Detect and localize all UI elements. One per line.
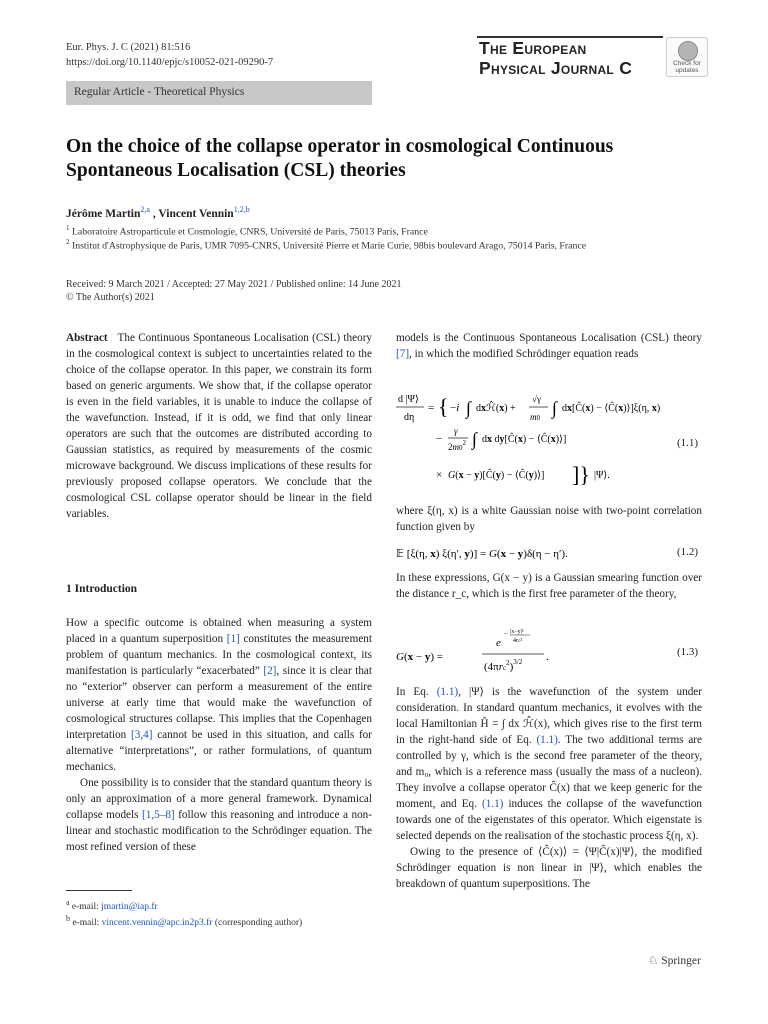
- svg-text:e: e: [496, 637, 501, 649]
- paper-title: On the choice of the collapse operator in cosmological Continuous Spontaneous Localisation (CSL) theories: [66, 136, 614, 181]
- svg-text:dη: dη: [404, 412, 415, 423]
- citation-link[interactable]: [1,5–8]: [142, 809, 175, 821]
- abstract-text: The Continuous Spontaneous Localisation (CSL) theory in the cosmological context is subject to uncertainties related to the choice of the collapse operator. In this paper, we constrain its form based on generic arguments. We show that, if the collapse operator is even in the field variables, it is unable to induce the collapse of the wavefunction. Instead, if it is odd, we find that only linear operators are such that the outcomes are distributed according to Gaussian statistics, as required by measurements of the cosmic microwave background. We discuss implications of these results for previously proposed collapse operators. We conclude that the cosmological CSL collapse operator should be linear in the field variables.: [66, 332, 373, 520]
- affiliation-text: Laboratoire Astroparticule et Cosmologie, CNRS, Université de Paris, 75013 Paris, France: [71, 226, 428, 238]
- svg-text:−: −: [504, 630, 508, 638]
- email-link[interactable]: jmartin@iap.fr: [101, 902, 158, 913]
- svg-text:dx dy[Ĉ(x) − ⟨Ĉ(x)⟩]: dx dy[Ĉ(x) − ⟨Ĉ(x)⟩]: [482, 434, 567, 445]
- svg-text:√γ: √γ: [532, 394, 541, 404]
- category-label: Regular Article - Theoretical Physics: [74, 86, 245, 98]
- svg-text:dx[Ĉ(x) − ⟨Ĉ(x)⟩]ξ(η, x): dx[Ĉ(x) − ⟨Ĉ(x)⟩]ξ(η, x): [562, 403, 661, 414]
- citation-block: [66, 40, 273, 70]
- svg-text:=: =: [428, 402, 435, 414]
- author-name: Vincent Vennin: [158, 207, 234, 220]
- citation-link[interactable]: [1]: [226, 633, 240, 645]
- equation-1-2: [396, 544, 656, 565]
- equation-number: (1.3): [677, 646, 699, 658]
- citation-link[interactable]: [3,4]: [131, 729, 153, 741]
- abstract-label: Abstract: [66, 332, 108, 344]
- footnote-rule: [66, 890, 132, 891]
- article-category: [66, 81, 372, 105]
- paragraph: models is the Continuous Spontaneous Localisation (CSL) theory [7], in which the modified Schrödinger equation reads: [396, 332, 702, 360]
- paragraph: where ξ(η, x) is a white Gaussian noise with two-point correlation function given by: [396, 505, 702, 533]
- footnote: $^b$ e-mail: vincent.vennin@apc.in2p3.fr (corresponding author): [66, 914, 303, 929]
- badge-text: [667, 60, 707, 74]
- svg-text:∫: ∫: [472, 429, 477, 449]
- badge-line1: Check for: [673, 60, 701, 67]
- badge-line2: updates: [675, 67, 699, 74]
- dates-line: Received: 9 March 2021 / Accepted: 27 May 2021 / Published online: 14 June 2021: [66, 279, 402, 290]
- equation-1-1: [396, 388, 676, 494]
- author-separator: ,: [149, 207, 159, 220]
- intro-text: [66, 615, 372, 855]
- journal-name-line2: Physical Journal C: [479, 58, 633, 78]
- equation-1-2-svg: [396, 544, 656, 562]
- author-list: [66, 205, 250, 220]
- author-sup[interactable]: 2,a: [140, 205, 150, 214]
- svg-text:|Ψ⟩.: |Ψ⟩.: [594, 470, 610, 481]
- svg-text:−i: −i: [450, 402, 460, 414]
- affiliation-number: 2: [66, 238, 70, 246]
- publisher-name: Springer: [661, 955, 701, 967]
- equation-1-3-svg: [396, 624, 596, 676]
- citation-link[interactable]: [7]: [396, 348, 410, 360]
- right-body-text: [396, 684, 702, 892]
- paragraph: In Eq. (1.1), |Ψ⟩ is the wavefunction of the system under consideration. In standard quantum mechanics, it evolves with the local Hamiltonian Ĥ = ∫ dx ℋ̂(x), which gives rise to the first term in the right-hand side of Eq. (1.1). The two additional terms are controlled by γ, which is the second free parameter of the theory, and m₀, which is a reference mass (usually the mass of a nucleon). They involve a collapse operator Ĉ(x) that we keep generic for the moment, and Eq. (1.1) induces the collapse of the wavefunction towards one of the eigenstates of this operator. Which eigenstate is selected depends on the realisation of the stochastic process ξ(η, x).: [396, 686, 703, 842]
- svg-text:(4πrc2)3/2: $(4\pi rc^2)^{3/2}$: [484, 658, 523, 673]
- bookmark-icon: [678, 41, 698, 61]
- paragraph: One possibility is to consider that the standard quantum theory is only an approximation of a more general framework. Dynamical collapse models [1,5–8] follow this reasoning and introduce a non-linear and stochastic modification to the Schrödinger equation. The most refined version of these: [66, 777, 372, 853]
- svg-text:G(x − y) =: G(x − y) =: [396, 651, 443, 663]
- svg-text:×: ×: [436, 469, 443, 481]
- copyright-line: © The Author(s) 2021: [66, 292, 155, 303]
- svg-text:dxℋ̂(x) +: dxℋ̂(x) +: [476, 403, 516, 414]
- springer-horse-icon: ♘: [648, 955, 659, 967]
- citation-link[interactable]: [2]: [263, 665, 277, 677]
- abstract: [66, 330, 372, 522]
- publication-dates: [66, 278, 402, 304]
- journal-name-line1: The European: [479, 38, 587, 58]
- svg-text:.: .: [546, 651, 549, 663]
- paragraph: How a specific outcome is obtained when measuring a system placed in a quantum superposition [1] constitutes the measurement problem of quantum mechanics. In the cosmological context, its manifestation is particularly “exacerbated” [2], since it is clear that no “exterior” observer can perform a measurement of the entire universe at early time that would make the wavefunction of cosmological structures collapse. This implies that the Copenhagen interpretation [3,4] cannot be used in this situation, and calls for alternative “interpretations”, or rather formulations, of quantum mechanics.: [66, 617, 372, 773]
- svg-text:∫: ∫: [466, 398, 471, 418]
- publisher-logo: [648, 953, 701, 967]
- author-sup[interactable]: 1,2,b: [233, 205, 250, 214]
- email-link[interactable]: vincent.vennin@apc.in2p3.fr: [101, 918, 213, 929]
- svg-text:∫: ∫: [552, 398, 557, 418]
- affiliation-number: 1: [66, 224, 70, 232]
- equation-link[interactable]: (1.1): [481, 798, 504, 810]
- journal-logo: [479, 38, 632, 78]
- svg-text:m0: m0: [530, 412, 540, 422]
- equation-1-3: [396, 624, 596, 679]
- paragraph: Owing to the presence of ⟨Ĉ(x)⟩ = ⟨Ψ|Ĉ(x)|Ψ⟩, the modified Schrödinger equation is non linear in |Ψ⟩, which enables the breakdown of quantum superpositions. The: [396, 846, 702, 890]
- paragraph: In these expressions, G(x − y) is a Gaussian smearing function over the distance r_c, which is the first free parameter of the theory,: [396, 572, 702, 600]
- equation-number: (1.2): [677, 546, 699, 558]
- check-for-updates-badge[interactable]: [666, 37, 708, 77]
- svg-text:−: −: [436, 433, 443, 445]
- doi-link[interactable]: https://doi.org/10.1140/epjc/s10052-021-09290-7: [66, 57, 274, 68]
- equation-link[interactable]: (1.1): [536, 734, 558, 746]
- svg-text:]}: ]}: [572, 462, 590, 487]
- journal-citation: Eur. Phys. J. C (2021) 81:516: [66, 42, 191, 53]
- right-intro-text: [396, 330, 702, 362]
- svg-text:γ: γ: [454, 426, 458, 436]
- svg-text:2m02: $2m0^2$: [448, 439, 466, 452]
- section-heading: 1 Introduction: [66, 583, 138, 595]
- svg-text:d |Ψ⟩: d |Ψ⟩: [398, 394, 419, 405]
- svg-text:G(x − y)[Ĉ(y) − ⟨Ĉ(y)⟩]: G(x − y)[Ĉ(y) − ⟨Ĉ(y)⟩]: [448, 470, 545, 481]
- equation-number: (1.1): [677, 437, 699, 449]
- equation-link[interactable]: (1.1): [436, 686, 459, 698]
- author-name: Jérôme Martin: [66, 207, 141, 220]
- svg-text:{: {: [438, 394, 449, 419]
- svg-text:4rc²: 4rc²: [513, 638, 523, 644]
- svg-text:|x−y|²: |x−y|²: [510, 629, 524, 635]
- affiliation-text: Institut d'Astrophysique de Paris, UMR 7095-CNRS, Université Pierre et Marie Curie, 98bis boulevard Arago, 75014 Paris, France: [71, 240, 587, 252]
- equation-1-1-svg: [396, 388, 686, 494]
- affiliation: [66, 236, 586, 252]
- svg-text:𝔼 [ξ(η, x) ξ(η′, y)] = G(x −: 𝔼 [ξ(η, x) ξ(η′, y)] = G(x − y)δ(η − η′).: [396, 548, 568, 560]
- footnote: $^a$ e-mail: jmartin@iap.fr: [66, 898, 158, 913]
